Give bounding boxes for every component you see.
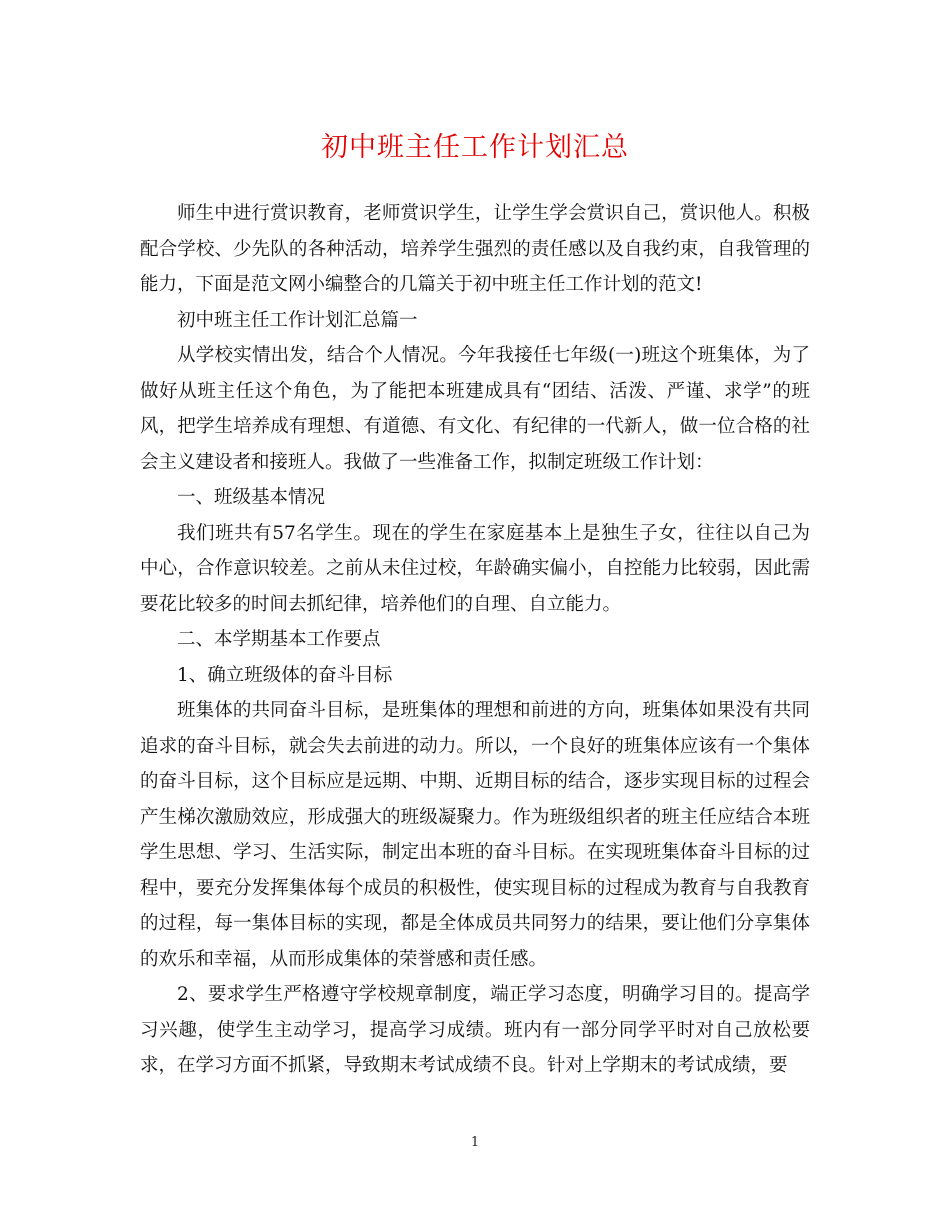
paragraph-collective-goals: 班集体的共同奋斗目标，是班集体的理想和前进的方向，班集体如果没有共同追求的奋斗目标，就会失去前进的动力。所以，一个良好的班集体应该有一个集体的奋斗目标，这个目标应是远期、中期、近期目标的结合，逐步实现目标的过程会产生梯次激励效应，形成强大的班级凝聚力。作为班级组织者的班主任应结合本班学生思想、学习、生活实际，制定出本班的奋斗目标。在实现班集体奋斗目标的过程中，要充分发挥集体每个成员的积极性，使实现目标的过程成为教育与自我教育的过程，每一集体目标的实现，都是全体成员共同努力的结果，要让他们分享集体的欢乐和幸福，从而形成集体的荣誉感和责任感。	[140, 700, 810, 970]
page-number: 1	[470, 1135, 480, 1150]
heading-class-basic-info: 一、班级基本情况	[177, 487, 326, 508]
paragraph-class-basic-info: 我们班共有57名学生。现在的学生在家庭基本上是独生子女，往往以自己为中心，合作意识较差。之前从未住过校，年龄确实偏小，自控能力比较弱，因此需要花比较多的时间去抓纪律，培养他们的自理、自立能力。	[140, 522, 810, 615]
heading-work-points: 二、本学期基本工作要点	[177, 629, 381, 650]
subheading-establish-goals: 1、确立班级体的奋斗目标	[177, 664, 393, 686]
document-body	[140, 196, 810, 1084]
document-title: 初中班主任工作计划汇总	[321, 132, 629, 163]
section-heading-part-one: 初中班主任工作计划汇总篇一	[177, 309, 418, 331]
paragraph-class-overview: 从学校实情出发，结合个人情况。今年我接任七年级(一)班这个班集体，为了做好从班主任这个角色，为了能把本班建成具有“团结、活泼、严谨、求学”的班风，把学生培养成有理想、有道德、有文化、有纪律的一代新人，做一位合格的社会主义建设者和接班人。我做了一些准备工作，拟制定班级工作计划：	[140, 345, 810, 473]
paragraph-intro: 师生中进行赏识教育，老师赏识学生，让学生学会赏识自己，赏识他人。积极配合学校、少先队的各种活动，培养学生强烈的责任感以及自我约束，自我管理的能力，下面是范文网小编整合的几篇关于初中班主任工作计划的范文!	[140, 203, 810, 295]
paragraph-school-rules: 2、要求学生严格遵守学校规章制度，端正学习态度，明确学习目的。提高学习兴趣，使学生主动学习，提高学习成绩。班内有一部分同学平时对自己放松要求，在学习方面不抓紧，导致期末考试成绩不良。针对上学期末的考试成绩，要	[140, 984, 810, 1076]
